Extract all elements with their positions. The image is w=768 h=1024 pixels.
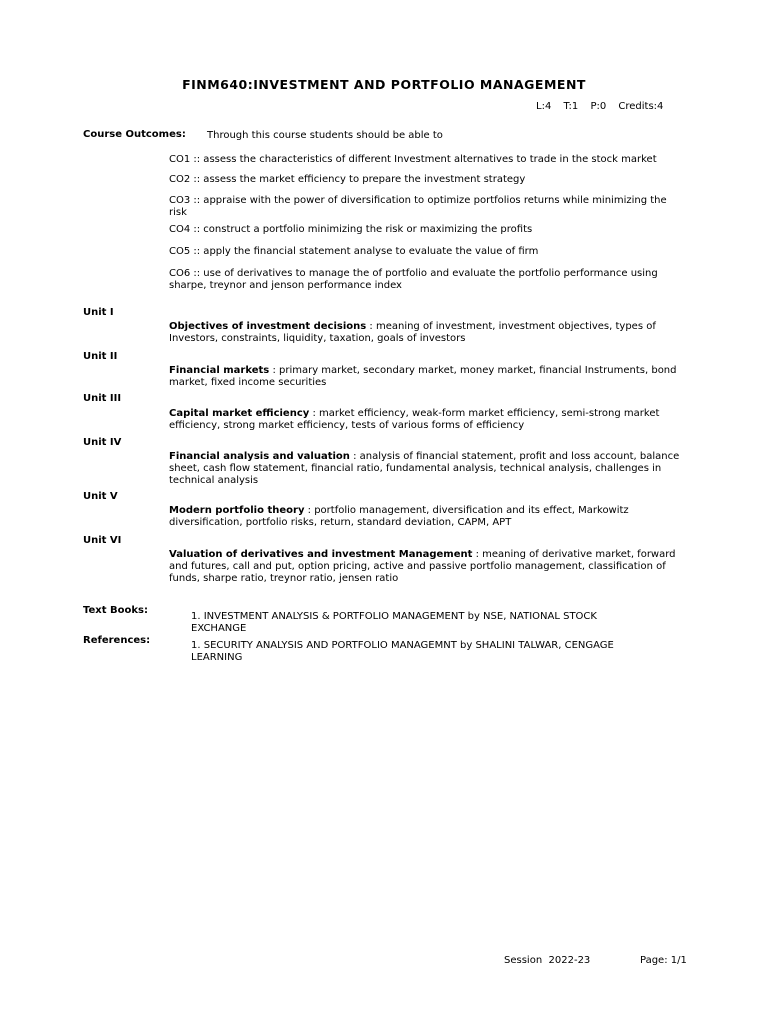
unit-label: Unit VI (83, 535, 122, 546)
text-books-label: Text Books: (83, 605, 148, 616)
page-title: FINM640:INVESTMENT AND PORTFOLIO MANAGEMENT (182, 77, 586, 92)
course-outcomes-label: Course Outcomes: (83, 129, 186, 140)
unit-topics: : primary market, secondary market, money market, financial Instruments, bond market, fixed income securities (169, 365, 677, 388)
course-outcome-item: CO1 :: assess the characteristics of different Investment alternatives to trade in the stock market (169, 154, 657, 165)
credits-value: Credits:4 (618, 101, 664, 112)
lecture-hours: L:4 (536, 101, 552, 112)
unit-heading: Financial analysis and valuation (169, 451, 350, 462)
course-outcome-item: CO2 :: assess the market efficiency to prepare the investment strategy (169, 174, 526, 185)
course-outcome-item: CO3 :: appraise with the power of diversification to optimize portfolios returns while minimizing the risk (169, 195, 667, 218)
unit-topics: : meaning of investment, investment objectives, types of Investors, constraints, liquidity, taxation, goals of investors (169, 321, 656, 344)
references-label: References: (83, 635, 151, 646)
course-outcomes-intro: Through this course students should be able to (207, 130, 443, 141)
unit-content (169, 505, 649, 529)
unit-label: Unit I (83, 307, 114, 318)
unit-label: Unit V (83, 491, 118, 502)
unit-content (169, 365, 704, 389)
page-number: Page: 1/1 (640, 955, 687, 966)
unit-label: Unit III (83, 393, 122, 404)
unit-content (169, 451, 699, 487)
unit-heading: Financial markets (169, 365, 270, 376)
unit-topics: : meaning of derivative market, forward and futures, call and put, option pricing, active and passive portfolio management, classification of funds, sharpe ratio, treynor ratio, jensen ratio (169, 549, 676, 584)
unit-topics: : portfolio management, diversification and its effect, Markowitz diversification, portfolio risks, return, standard deviation, CAPM, APT (169, 505, 629, 528)
tutorial-hours: T:1 (563, 101, 579, 112)
text-book-item: 1. INVESTMENT ANALYSIS & PORTFOLIO MANAGEMENT by NSE, NATIONAL STOCK EXCHANGE (191, 611, 597, 634)
unit-heading: Capital market efficiency (169, 408, 310, 419)
course-outcome-item: CO6 :: use of derivatives to manage the of portfolio and evaluate the portfolio performance using sharpe, treynor and jenson performance index (169, 268, 658, 291)
unit-topics: : analysis of financial statement, profit and loss account, balance sheet, cash flow statement, financial ratio, fundamental analysis, technical analysis, challenges in technical analysis (169, 451, 680, 486)
course-outcome-item: CO4 :: construct a portfolio minimizing the risk or maximizing the profits (169, 224, 533, 235)
unit-topics: : market efficiency, weak-form market efficiency, semi-strong market efficiency, strong market efficiency, tests of various forms of efficiency (169, 408, 660, 431)
unit-content (169, 408, 684, 432)
unit-content (169, 549, 694, 585)
unit-label: Unit II (83, 351, 118, 362)
unit-content (169, 321, 679, 345)
unit-heading: Objectives of investment decisions (169, 321, 367, 332)
practical-hours: P:0 (590, 101, 607, 112)
credit-structure (536, 101, 663, 113)
unit-heading: Valuation of derivatives and investment Management (169, 549, 473, 560)
session-label: Session 2022-23 (504, 955, 591, 966)
unit-label: Unit IV (83, 437, 122, 448)
unit-heading: Modern portfolio theory (169, 505, 305, 516)
course-outcome-item: CO5 :: apply the financial statement analyse to evaluate the value of firm (169, 246, 539, 257)
reference-item: 1. SECURITY ANALYSIS AND PORTFOLIO MANAGEMNT by SHALINI TALWAR, CENGAGE LEARNING (191, 640, 614, 663)
